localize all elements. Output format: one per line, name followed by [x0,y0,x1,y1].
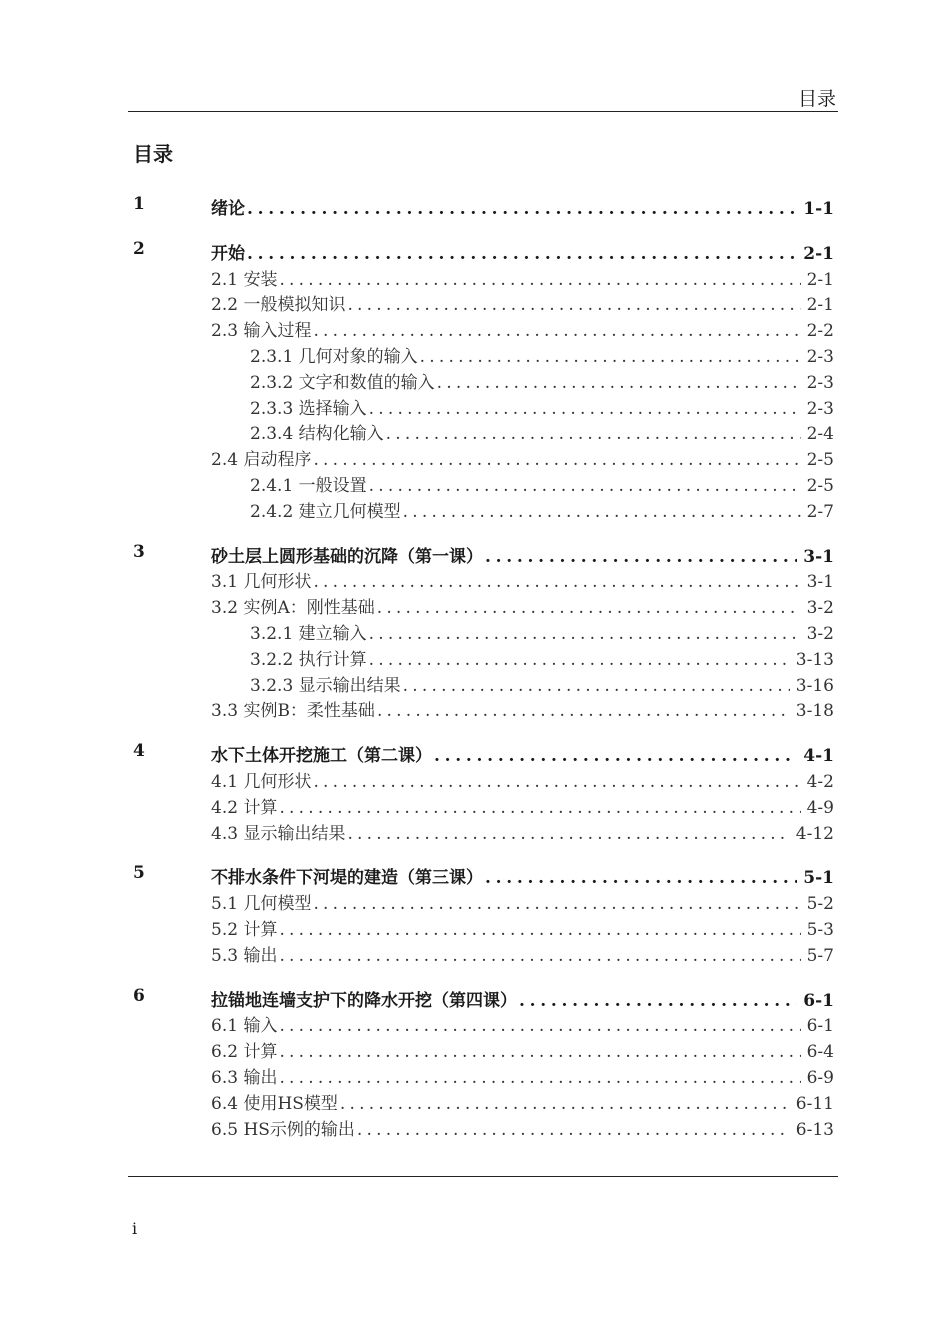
dot-leader [377,598,801,618]
chapter-page: 2-1 [803,243,834,264]
dot-leader [347,295,800,315]
entry-title: 2.4.1 一般设置 [250,476,367,496]
toc-subsection-entry[interactable] [250,394,834,419]
entry-title: 2.2 一般模拟知识 [211,295,346,316]
dot-leader [377,701,790,721]
toc-section-entry[interactable] [211,290,834,315]
dot-leader [313,450,800,470]
dot-leader [247,244,797,264]
entry-page: 6-1 [806,1016,834,1037]
chapter-page: 1-1 [803,199,834,219]
toc-chapter-entry[interactable] [211,863,834,888]
entry-page: 2-4 [806,424,834,445]
header-rule [128,111,838,112]
footer-rule [128,1176,838,1177]
chapter-title: 水下土体开挖施工（第二课） [211,746,432,767]
toc-section-entry[interactable] [211,316,834,341]
entry-page: 5-7 [806,945,834,966]
dot-leader [437,373,801,393]
toc-section-entry[interactable] [211,1115,834,1140]
dot-leader [279,1016,800,1036]
toc-section-entry[interactable] [211,567,834,592]
entry-page: 6-13 [795,1119,834,1140]
entry-page: 2-3 [806,347,834,367]
entry-page: 4-2 [806,772,834,792]
entry-page: 6-9 [806,1068,834,1088]
chapter-title: 不排水条件下河堤的建造（第三课） [211,868,483,889]
toc-subsection-entry[interactable] [250,342,834,367]
chapter-title: 砂土层上圆形基础的沉降（第一课） [211,546,483,567]
entry-title: 2.4.2 建立几何模型 [250,501,401,522]
chapter-number: 4 [133,741,145,762]
entry-title: 6.4 使用HS模型 [211,1093,338,1114]
dot-leader [247,199,797,219]
entry-page: 5-2 [806,894,834,915]
toc-section-entry[interactable] [211,593,834,618]
dot-leader [313,772,800,792]
chapter-number: 6 [133,985,145,1006]
entry-page: 4-12 [795,823,834,844]
toc-section-entry[interactable] [211,1089,834,1114]
toc-subsection-entry[interactable] [250,471,834,496]
entry-title: 6.5 HS示例的输出 [211,1119,355,1140]
dot-leader [313,894,800,914]
entry-page: 2-1 [806,295,834,316]
toc-section-entry[interactable] [211,265,834,290]
dot-leader [347,824,789,844]
chapter-title: 拉锚地连墙支护下的降水开挖（第四课） [211,990,517,1011]
chapter-number: 5 [133,863,145,884]
toc-section-entry[interactable] [211,915,834,940]
toc-subsection-entry[interactable] [250,645,834,670]
entry-page: 2-5 [806,450,834,471]
dot-leader [313,572,800,592]
chapter-page: 3-1 [803,546,834,567]
entry-page: 2-3 [806,398,834,419]
dot-leader [485,547,797,567]
toc-subsection-entry[interactable] [250,497,834,522]
entry-title: 5.2 计算 [211,920,278,940]
chapter-title: 绪论 [211,199,245,219]
dot-leader [279,798,800,818]
toc-subsection-entry[interactable] [250,671,834,696]
toc-chapter-entry[interactable] [211,986,834,1011]
entry-title: 5.3 输出 [211,945,278,966]
dot-leader [357,1120,790,1140]
toc-chapter-entry[interactable] [211,194,834,219]
entry-title: 3.2.2 执行计算 [250,649,367,670]
entry-title: 3.2 实例A：刚性基础 [211,598,375,619]
toc-section-entry[interactable] [211,941,834,966]
entry-page: 6-11 [795,1093,834,1114]
dot-leader [369,399,801,419]
toc-chapter-entry[interactable] [211,239,834,264]
dot-leader [279,946,800,966]
entry-title: 2.3.4 结构化输入 [250,424,384,445]
dot-leader [279,920,800,940]
toc-section-entry[interactable] [211,767,834,792]
entry-page: 3-2 [806,624,834,644]
dot-leader [340,1094,790,1114]
entry-title: 2.3.1 几何对象的输入 [250,347,418,367]
entry-page: 5-3 [806,920,834,940]
dot-leader [386,424,801,444]
dot-leader [420,347,801,367]
entry-title: 2.1 安装 [211,269,278,290]
entry-page: 3-18 [795,701,834,722]
entry-page: 2-7 [806,501,834,522]
entry-title: 3.2.1 建立输入 [250,624,367,644]
toc-section-entry[interactable] [211,1037,834,1062]
entry-page: 3-13 [795,649,834,670]
entry-title: 3.2.3 显示输出结果 [250,675,401,696]
dot-leader [279,270,800,290]
entry-page: 2-2 [806,321,834,342]
dot-leader [519,991,797,1011]
entry-title: 3.3 实例B：柔性基础 [211,701,375,722]
entry-title: 2.3.3 选择输入 [250,398,367,419]
chapter-page: 6-1 [803,990,834,1011]
dot-leader [369,650,790,670]
toc-heading: 目录 [133,142,173,166]
entry-page: 3-2 [806,598,834,619]
entry-title: 6.3 输出 [211,1068,278,1088]
dot-leader [279,1068,800,1088]
entry-title: 2.3.2 文字和数值的输入 [250,372,435,393]
dot-leader [369,476,801,496]
entry-page: 6-4 [806,1042,834,1063]
toc-section-entry[interactable] [211,889,834,914]
toc-subsection-entry[interactable] [250,368,834,393]
entry-page: 3-16 [795,675,834,696]
dot-leader [485,868,797,888]
entry-page: 3-1 [806,572,834,593]
toc-section-entry[interactable] [211,793,834,818]
chapter-page: 5-1 [803,868,834,889]
chapter-page: 4-1 [803,746,834,767]
toc-chapter-entry[interactable] [211,542,834,567]
dot-leader [279,1042,800,1062]
chapter-number: 3 [133,541,145,562]
entry-title: 5.1 几何模型 [211,894,312,915]
entry-page: 4-9 [806,797,834,818]
toc-subsection-entry[interactable] [250,619,834,644]
entry-title: 6.1 输入 [211,1016,278,1037]
toc-section-entry[interactable] [211,1011,834,1036]
entry-title: 2.4 启动程序 [211,450,312,471]
dot-leader [434,746,797,766]
chapter-number: 2 [133,238,145,259]
entry-title: 4.1 几何形状 [211,772,312,792]
toc-subsection-entry[interactable] [250,419,834,444]
entry-page: 2-1 [806,269,834,290]
toc-section-entry[interactable] [211,1063,834,1088]
page-number: i [132,1219,138,1238]
toc-section-entry[interactable] [211,696,834,721]
running-header: 目录 [797,88,836,110]
dot-leader [369,624,801,644]
dot-leader [313,321,800,341]
entry-title: 3.1 几何形状 [211,572,312,593]
toc-section-entry[interactable] [211,819,834,844]
dot-leader [403,676,790,696]
toc-chapter-entry[interactable] [211,741,834,766]
toc-section-entry[interactable] [211,445,834,470]
entry-title: 4.3 显示输出结果 [211,823,346,844]
chapter-number: 1 [133,194,145,214]
entry-title: 4.2 计算 [211,797,278,818]
dot-leader [403,502,801,522]
chapter-title: 开始 [211,243,245,264]
entry-page: 2-3 [806,372,834,393]
entry-page: 2-5 [806,476,834,496]
entry-title: 6.2 计算 [211,1042,278,1063]
entry-title: 2.3 输入过程 [211,321,312,342]
